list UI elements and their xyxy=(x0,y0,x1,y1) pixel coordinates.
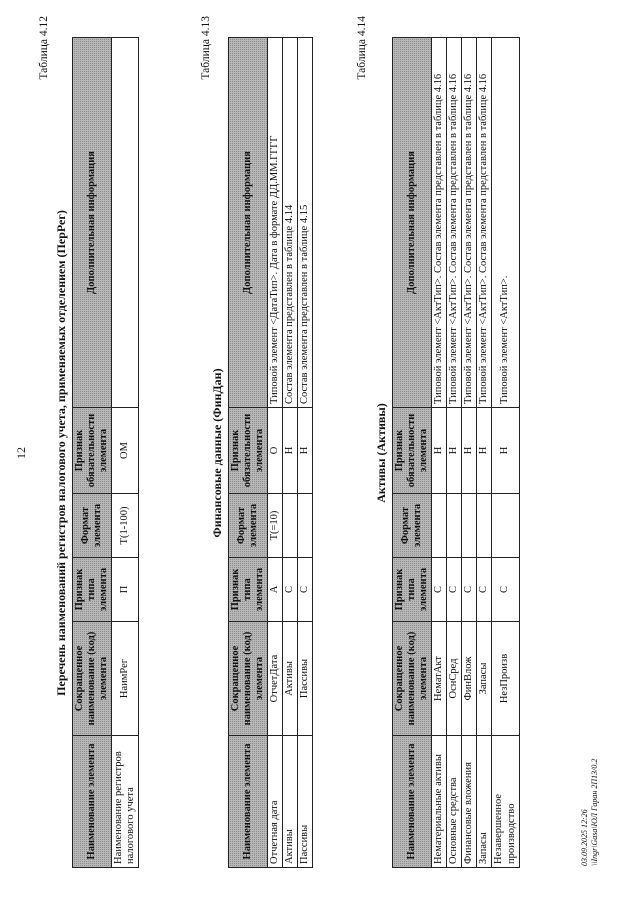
table-4-12-title: Перечень наименований регистров налогового учета, применяемых отделением (ПерРег) xyxy=(54,210,68,696)
column-header: Признак обязательности элемента xyxy=(393,408,432,494)
element-format-cell xyxy=(283,494,298,558)
table-row xyxy=(462,38,477,868)
table-row xyxy=(447,38,462,868)
element-name-cell: Наименование регистров налогового учета xyxy=(112,736,139,868)
column-header: Сокращенное наименование (код) элемента xyxy=(73,622,112,736)
column-header: Формат элемента xyxy=(229,494,268,558)
element-code-cell: НезПроизв xyxy=(492,622,519,736)
element-type-cell: С xyxy=(462,558,477,622)
element-code-cell: Активы xyxy=(283,622,298,736)
column-header: Дополнительная информация xyxy=(229,38,268,408)
footer-stamp xyxy=(580,759,599,866)
table-header-row xyxy=(393,38,432,868)
additional-info-cell: Типовой элемент <АктТип>. Состав элемента представлен в таблице 4.16 xyxy=(477,38,492,408)
element-format-cell xyxy=(447,494,462,558)
element-format-cell xyxy=(432,494,447,558)
element-type-cell: С xyxy=(283,558,298,622)
table-header-row xyxy=(73,38,112,868)
additional-info-cell: Типовой элемент <ДатаТип>. Дата в формате ДД.ММ.ГГГГ xyxy=(268,38,283,408)
element-format-cell xyxy=(462,494,477,558)
table-row xyxy=(432,38,447,868)
table-4-12 xyxy=(72,37,139,868)
table-row xyxy=(112,38,139,868)
element-code-cell: Запасы xyxy=(477,622,492,736)
additional-info-cell: Типовой элемент <АктТип>. Состав элемента представлен в таблице 4.16 xyxy=(462,38,477,408)
element-type-cell: С xyxy=(447,558,462,622)
footer-date: 03.09.2025 12:26 xyxy=(580,809,589,866)
element-type-cell: С xyxy=(298,558,313,622)
page-number: 12 xyxy=(14,447,28,459)
element-format-cell xyxy=(492,494,519,558)
column-header: Формат элемента xyxy=(73,494,112,558)
table-4-14-label: Таблица 4.14 xyxy=(356,16,368,80)
additional-info-cell: Типовой элемент <АктТип>. Состав элемента представлен в таблице 4.16 xyxy=(447,38,462,408)
element-code-cell: ОснСред xyxy=(447,622,462,736)
table-4-13-label: Таблица 4.13 xyxy=(200,16,212,80)
element-code-cell: НематАкт xyxy=(432,622,447,736)
element-required-cell: О xyxy=(268,408,283,494)
column-header: Сокращенное наименование (код) элемента xyxy=(393,622,432,736)
additional-info-cell: Типовой элемент <АктТип>. xyxy=(492,38,519,408)
element-name-cell: Основные средства xyxy=(447,736,462,868)
footer-path: \\Ingr\Gasa\ЮЛ Гаран 2П13/0.2 xyxy=(589,758,599,866)
element-required-cell: Н xyxy=(298,408,313,494)
column-header: Наименование элемента xyxy=(393,736,432,868)
additional-info-cell: Состав элемента представлен в таблице 4.14 xyxy=(283,38,298,408)
additional-info-cell xyxy=(112,38,139,408)
element-required-cell: Н xyxy=(432,408,447,494)
table-4-13-title: Финансовые данные (ФинДан) xyxy=(210,368,224,538)
table-row xyxy=(492,38,519,868)
element-required-cell: Н xyxy=(447,408,462,494)
additional-info-cell: Типовой элемент <АктТип>. Состав элемента представлен в таблице 4.16 xyxy=(432,38,447,408)
element-type-cell: П xyxy=(112,558,139,622)
table-header-row xyxy=(229,38,268,868)
element-name-cell: Незавершенное производство xyxy=(492,736,519,868)
element-format-cell xyxy=(477,494,492,558)
element-name-cell: Отчетная дата xyxy=(268,736,283,868)
table-4-12-label: Таблица 4.12 xyxy=(38,16,50,80)
element-name-cell: Финансовые вложения xyxy=(462,736,477,868)
element-type-cell: С xyxy=(492,558,519,622)
column-header: Сокращенное наименование (код) элемента xyxy=(229,622,268,736)
element-format-cell: T(1-100) xyxy=(112,494,139,558)
column-header: Признак типа элемента xyxy=(393,558,432,622)
element-required-cell: Н xyxy=(462,408,477,494)
element-required-cell: ОМ xyxy=(112,408,139,494)
column-header: Признак типа элемента xyxy=(229,558,268,622)
table-row xyxy=(477,38,492,868)
element-code-cell: ОтчетДата xyxy=(268,622,283,736)
element-required-cell: Н xyxy=(492,408,519,494)
element-name-cell: Нематериальные активы xyxy=(432,736,447,868)
additional-info-cell: Состав элемента представлен в таблице 4.15 xyxy=(298,38,313,408)
element-code-cell: НаимРег xyxy=(112,622,139,736)
element-type-cell: А xyxy=(268,558,283,622)
element-type-cell: С xyxy=(432,558,447,622)
column-header: Признак обязательности элемента xyxy=(229,408,268,494)
table-4-14-title: Активы (Активы) xyxy=(374,403,388,503)
element-code-cell: Пассивы xyxy=(298,622,313,736)
column-header: Формат элемента xyxy=(393,494,432,558)
column-header: Признак типа элемента xyxy=(73,558,112,622)
column-header: Признак обязательности элемента xyxy=(73,408,112,494)
element-required-cell: Н xyxy=(477,408,492,494)
element-type-cell: С xyxy=(477,558,492,622)
element-name-cell: Активы xyxy=(283,736,298,868)
table-row xyxy=(298,38,313,868)
table-row xyxy=(268,38,283,868)
element-name-cell: Запасы xyxy=(477,736,492,868)
column-header: Дополнительная информация xyxy=(393,38,432,408)
element-format-cell: T(=10) xyxy=(268,494,283,558)
element-required-cell: Н xyxy=(283,408,298,494)
element-name-cell: Пассивы xyxy=(298,736,313,868)
element-format-cell xyxy=(298,494,313,558)
column-header: Наименование элемента xyxy=(229,736,268,868)
table-4-14 xyxy=(392,37,520,868)
column-header: Наименование элемента xyxy=(73,736,112,868)
column-header: Дополнительная информация xyxy=(73,38,112,408)
table-row xyxy=(283,38,298,868)
table-4-13 xyxy=(228,37,313,868)
element-code-cell: ФинВлож xyxy=(462,622,477,736)
